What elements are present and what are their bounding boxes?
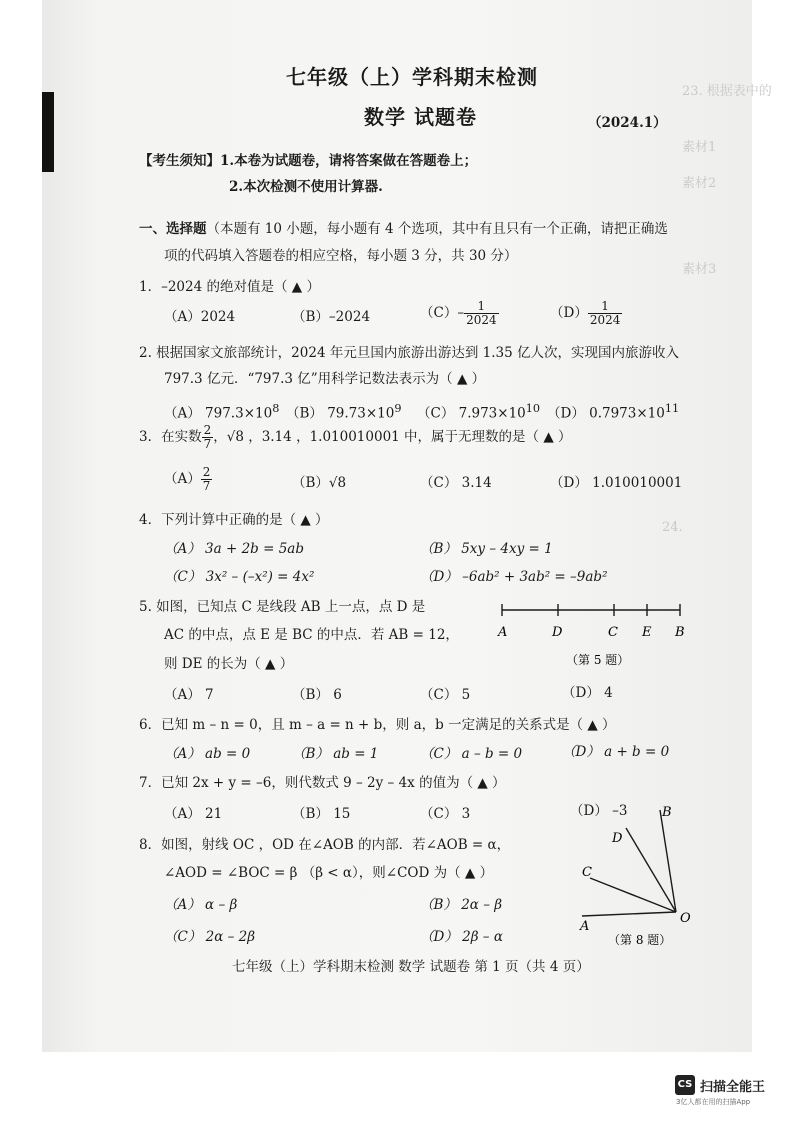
q1-option-c: （C）– $\frac{1}{2024}$ <box>420 299 497 327</box>
bleed-through: 素材1 <box>682 140 717 155</box>
q7-option-a: （A） 21 <box>164 806 223 822</box>
bleed-through: 素材3 <box>682 262 717 277</box>
q5-option-c: （C） 5 <box>420 687 471 703</box>
camscanner-name: 扫描全能王 <box>700 1080 766 1095</box>
camscanner-logo-icon: CS <box>675 1075 695 1095</box>
q2-option-a: （A） $797.3\times 10^8$ <box>164 402 280 422</box>
exam-title: 七年级（上）学科期末检测 <box>286 65 538 89</box>
q6-option-c: （C） a – b = 0 <box>420 746 523 762</box>
q5-stem-3: 则 DE 的长为（ ▲ ） <box>164 656 294 672</box>
q8-figure <box>562 800 702 950</box>
q4-option-b: （B） 5xy – 4xy = 1 <box>420 541 553 557</box>
exam-subtitle: 数学 试题卷 <box>364 105 477 129</box>
label-o: O <box>680 911 691 926</box>
q3-stem: 3．在实数 $\frac{2}{7}$ ，√8 ，3.14 ，1.010010001 中，属于无理数的是（ ▲ ） <box>139 423 572 451</box>
ray-od <box>626 828 676 912</box>
q8-option-a: （A） α – β <box>164 897 238 913</box>
section-heading: 一、选择题（本题有 10 小题，每小题有 4 个选项，其中有且只有一个正确，请把正确选 <box>139 221 668 237</box>
notice-line-2: 2.本次检测不使用计算器. <box>229 179 383 195</box>
q6-option-a: （A） ab = 0 <box>164 746 251 762</box>
q4-option-c: （C） 3x² – (–x²) = 4x² <box>164 569 315 585</box>
q8-option-d: （D） 2β – α <box>420 929 503 945</box>
notice-label: 【考生须知】 <box>139 153 220 169</box>
label-d: D <box>552 625 563 640</box>
q5-figure <box>490 598 690 670</box>
q5-fig-caption: （第 5 题） <box>566 653 630 667</box>
q3-option-d: （D） 1.010010001 <box>550 475 683 491</box>
ray-oa <box>582 912 676 916</box>
label-d: D <box>612 831 623 846</box>
q2-stem-2: 797.3 亿元．“797.3 亿”用科学记数法表示为（ ▲ ） <box>164 371 486 387</box>
q8-option-c: （C） 2α – 2β <box>164 929 256 945</box>
q3-option-a: （A） $\frac{2}{7}$ <box>164 465 211 493</box>
ray-oc <box>590 878 676 912</box>
q5-stem-2: AC 的中点，点 E 是 BC 的中点．若 AB = 12， <box>164 627 459 643</box>
q7-option-c: （C） 3 <box>420 806 471 822</box>
label-c: C <box>582 865 592 880</box>
q4-option-a: （A） 3a + 2b = 5ab <box>164 541 304 557</box>
q2-option-d: （D） $0.7973\times 10^{11}$ <box>547 402 680 422</box>
q4-option-d: （D） –6ab² + 3ab² = –9ab² <box>420 569 608 585</box>
q1-option-b: （B）–2024 <box>292 309 371 325</box>
q1-option-d: （D） $\frac{1}{2024}$ <box>550 299 621 327</box>
q5-option-d: （D） 4 <box>562 685 613 701</box>
ray-ob <box>660 810 676 912</box>
q8-stem-2: ∠AOD = ∠BOC = β （β < α），则∠COD 为（ ▲ ） <box>164 865 494 881</box>
q6-stem: 6．已知 m – n = 0，且 m – a = n + b，则 a，b 一定满足的关系式是（ ▲ ） <box>139 717 616 733</box>
q2-stem-1: 2. 根据国家文旅部统计，2024 年元旦国内旅游出游达到 1.35 亿人次，实现国内旅游收入 <box>139 345 679 361</box>
label-a: A <box>580 919 590 934</box>
label-e: E <box>642 625 652 640</box>
label-a: A <box>498 625 508 640</box>
q7-stem: 7．已知 2x + y = –6，则代数式 9 – 2y – 4x 的值为（ ▲ ） <box>139 775 506 791</box>
bleed-through: 24. <box>662 520 683 535</box>
page-footer: 七年级（上）学科期末检测 数学 试题卷 第 1 页（共 4 页） <box>232 959 590 975</box>
q5-stem-1: 5. 如图，已知点 C 是线段 AB 上一点，点 D 是 <box>139 599 426 615</box>
q8-stem-1: 8．如图，射线 OC ，OD 在∠AOB 的内部．若∠AOB = α， <box>139 837 511 853</box>
q4-stem: 4．下列计算中正确的是（ ▲ ） <box>139 512 329 528</box>
bleed-through: 23. 根据表中的 <box>682 84 772 99</box>
q7-option-d: （D） –3 <box>570 803 628 819</box>
q5-option-a: （A） 7 <box>164 687 214 703</box>
label-c: C <box>608 625 618 640</box>
q6-option-b: （B） ab = 1 <box>292 746 379 762</box>
q1-stem: 1．–2024 的绝对值是（ ▲ ） <box>139 279 320 295</box>
q2-option-c: （C） $7.973\times 10^{10}$ <box>417 402 541 422</box>
q3-option-b: （B）√8 <box>292 475 347 491</box>
section-desc: 项的代码填入答题卷的相应空格，每小题 3 分，共 30 分） <box>164 248 518 264</box>
q5-option-b: （B） 6 <box>292 687 342 703</box>
exam-date: （2024.1） <box>588 115 667 131</box>
label-b: B <box>662 805 672 820</box>
q8-fig-caption: （第 8 题） <box>608 933 672 947</box>
q6-option-d: （D） a + b = 0 <box>562 744 670 760</box>
q2-option-b: （B） $79.73\times 10^9$ <box>286 402 402 422</box>
label-b: B <box>675 625 685 640</box>
camscanner-tagline: 3亿人都在用的扫描App <box>676 1098 751 1106</box>
q1-option-a: （A）2024 <box>164 309 236 325</box>
q7-option-b: （B） 15 <box>292 806 351 822</box>
bleed-through: 素材2 <box>682 176 717 191</box>
q3-option-c: （C） 3.14 <box>420 475 492 491</box>
notice-line-1: 【考生须知】1.本卷为试题卷，请将答案做在答题卷上； <box>139 153 478 169</box>
q8-option-b: （B） 2α – β <box>420 897 503 913</box>
binding-mark <box>42 92 54 172</box>
exam-paper <box>42 0 772 1052</box>
